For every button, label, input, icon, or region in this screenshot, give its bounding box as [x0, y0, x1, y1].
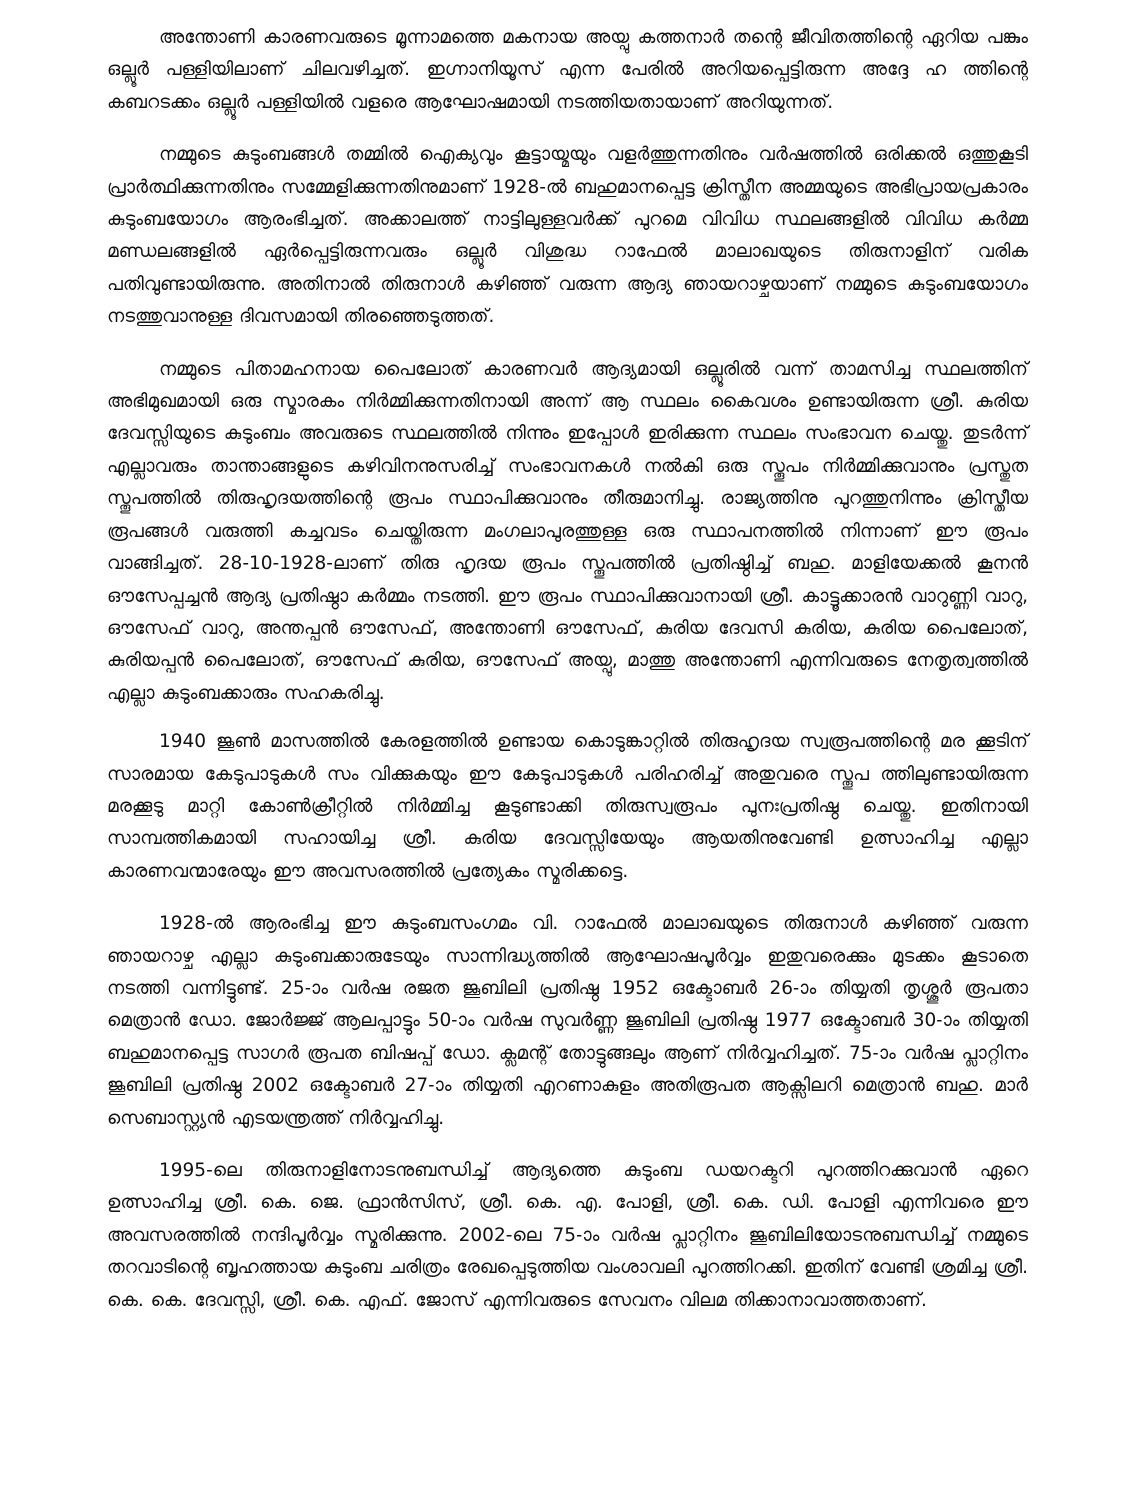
paragraph-jubilees: 1928-ൽ ആരംഭിച്ച ഈ കുടുംബസംഗമം വി. റാഫേൽ മാലാഖയുടെ തിരുനാൾ കഴിഞ്ഞ് വരുന്ന ഞായറാഴ്ച എല്ലാ കുടുംബക്കാരുടേയും സാന്നിദ്ധ്യത്തിൽ ആഘോഷപൂർവ്വം ഇതുവരെക്കും മുടക്കം കൂടാതെ നടത്തി വന്നിട്ടുണ്ട്. 25-ാം വർഷ രജത ജൂബിലി പ്രതിഷ്ഠ 1952 ഒക്ടോബർ 26-ാം തിയ്യതി തൃശ്ശൂർ രൂപതാ മെത്രാൻ ഡോ. ജോർജ്ജ് ആലപ്പാട്ടും 50-ാം വർഷ സുവർണ്ണ ജൂബിലി പ്രതിഷ്ഠ 1977 ഒക്ടോബർ 30-ാം തിയ്യതി ബഹുമാനപ്പെട്ട സാഗർ രൂപത ബിഷപ്പ് ഡോ. ക്ലമന്റ് തോട്ടുങ്ങലും ആണ് നിർവ്വഹിച്ചത്. 75-ാം വർഷ പ്ലാറ്റിനം ജൂബിലി പ്രതിഷ്ഠ 2002 ഒക്ടോബർ 27-ാം തിയ്യതി എറണാകുളം അതിരൂപത ആക്സിലറി മെത്രാൻ ബഹു. മാർ സെബാസ്റ്റ്യൻ എടയന്ത്രത്ത് നിർവ്വഹിച്ചു.: [107, 913, 1028, 1129]
paragraph-directory-genealogy: 1995-ലെ തിരുനാളിനോടനുബന്ധിച്ച് ആദ്യത്തെ കുടുംബ ഡയറക്ടറി പുറത്തിറക്കുവാൻ ഏറെ ഉത്സാഹിച്ച ശ്രീ. കെ. ജെ. ഫ്രാൻസിസ്, ശ്രീ. കെ. എ. പോളി, ശ്രീ. കെ. ഡി. പോളി എന്നിവരെ ഈ അവസരത്തിൽ നന്ദിപൂർവ്വം സ്മരിക്കുന്നു. 2002-ലെ 75-ാം വർഷ പ്ലാറ്റിനം ജൂബിലിയോടനുബന്ധിച്ച് നമ്മുടെ തറവാടിന്റെ ബൃഹത്തായ കുടുംബ ചരിത്രം രേഖപ്പെടുത്തിയ വംശാവലി പുറത്തിറക്കി. ഇതിന് വേണ്ടി ശ്രമിച്ച ശ്രീ. കെ. കെ. ദേവസ്സി, ശ്രീ. കെ. എഫ്. ജോസ് എന്നിവരുടെ സേവനം വിലമ തിക്കാനാവാത്തതാണ്.: [107, 1160, 1028, 1311]
paragraph-monument-history: നമ്മുടെ പിതാമഹനായ പൈലോത് കാരണവർ ആദ്യമായി ഒല്ലൂരിൽ വന്ന് താമസിച്ച സ്ഥലത്തിന് അഭിമുഖമായി ഒരു സ്മാരകം നിർമ്മിക്കുന്നതിനായി അന്ന് ആ സ്ഥലം കൈവശം ഉണ്ടായിരുന്ന ശ്രീ. കുരിയ ദേവസ്സിയുടെ കുടുംബം അവരുടെ സ്ഥലത്തിൽ നിന്നും ഇപ്പോൾ ഇരിക്കുന്ന സ്ഥലം സംഭാവന ചെയ്തു. തുടർന്ന് എല്ലാവരും താന്താങ്ങളുടെ കഴിവിനനുസരിച്ച് സംഭാവനകൾ നൽകി ഒരു സ്തൂപം നിർമ്മിക്കുവാനും പ്രസ്തുത സ്തൂപത്തിൽ തിരുഹൃദയത്തിന്റെ രൂപം സ്ഥാപിക്കുവാനും തീരുമാനിച്ചു. രാജ്യത്തിനു പുറത്തുനിന്നും ക്രിസ്തീയ രൂപങ്ങൾ വരുത്തി കച്ചവടം ചെയ്തിരുന്ന മംഗലാപുരത്തുള്ള ഒരു സ്ഥാപനത്തിൽ നിന്നാണ് ഈ രൂപം വാങ്ങിച്ചത്. 28-10-1928-ലാണ് തിരു ഹൃദയ രൂപം സ്തൂപത്തിൽ പ്രതിഷ്ഠിച്ച് ബഹു. മാളിയേക്കൽ കൂനൻ ഔസേപ്പച്ചൻ ആദ്യ പ്രതിഷ്ഠാ കർമ്മം നടത്തി. ഈ രൂപം സ്ഥാപിക്കുവാനായി ശ്രീ. കാട്ടൂക്കാരൻ വാറുണ്ണി വാറു, ഔസേഫ് വാറു, അന്തപ്പൻ ഔസേഫ്, അന്തോണി ഔസേഫ്, കുരിയ ദേവസി കുരിയ, കുരിയ പൈലോത്, കുരിയപ്പൻ പൈലോത്, ഔസേഫ് കുരിയ, ഔസേഫ് അയ്പു, മാത്തു അന്തോണി എന്നിവരുടെ നേതൃത്വത്തിൽ എല്ലാ കുടുംബക്കാരും സഹകരിച്ചു.: [107, 358, 1028, 704]
paragraph-gap: [107, 119, 1028, 139]
paragraph-family-meeting-origin: നമ്മുടെ കുടുംബങ്ങൾ തമ്മിൽ ഐക്യവും കൂട്ടായ്മയും വളർത്തുന്നതിനും വർഷത്തിൽ ഒരിക്കൽ ഒത്തുകൂടി പ്രാർത്ഥിക്കുന്നതിനും സമ്മേളിക്കുന്നതിനുമാണ് 1928-ൽ ബഹുമാനപ്പെട്ട ക്രിസ്തീന അമ്മയുടെ അഭിപ്രായപ്രകാരം കുടുംബയോഗം ആരംഭിച്ചത്. അക്കാലത്ത് നാട്ടിലുള്ളവർക്ക് പുറമെ വിവിധ സ്ഥലങ്ങളിൽ വിവിധ കർമ്മ മണ്ഡലങ്ങളിൽ ഏർപ്പെട്ടിരുന്നവരും ഒല്ലൂർ വിശുദ്ധ റാഫേൽ മാലാഖയുടെ തിരുനാളിന് വരിക പതിവുണ്ടായിരുന്നു. അതിനാൽ തിരുനാൾ കഴിഞ്ഞ് വരുന്ന ആദ്യ ഞായറാഴ്ചയാണ് നമ്മുടെ കുടുംബയോഗം നടത്തുവാനുള്ള ദിവസമായി തിരഞ്ഞെടുത്തത്.: [107, 144, 1028, 328]
paragraph-ayppu-kathanar: അന്തോണി കാരണവരുടെ മൂന്നാമത്തെ മകനായ അയ്പു കത്തനാർ തന്റെ ജീവിതത്തിന്റെ ഏറിയ പങ്കും ഒല്ലൂർ പള്ളിയിലാണ് ചിലവഴിച്ചത്. ഇഗ്നാനിയൂസ് എന്ന പേരിൽ അറിയപ്പെട്ടിരുന്ന അദ്ദേ ഹ ത്തിന്റെ കബറടക്കം ഒല്ലൂർ പള്ളിയിൽ വളരെ ആഘോഷമായി നടത്തിയതായാണ് അറിയുന്നത്.: [107, 27, 1028, 113]
paragraph-gap: [107, 710, 1028, 726]
paragraph-gap: [107, 888, 1028, 908]
paragraph-1940-storm: 1940 ജൂൺ മാസത്തിൽ കേരളത്തിൽ ഉണ്ടായ കൊടുങ്കാറ്റിൽ തിരുഹൃദയ സ്വരൂപത്തിന്റെ മര ക്കൂടിന് സാരമായ കേടുപാടുകൾ സം വിക്കുകയും ഈ കേടുപാടുകൾ പരിഹരിച്ച് അതുവരെ സ്തൂപ ത്തിലുണ്ടായിരുന്ന മരക്കൂടു മാറ്റി കോൺക്രീറ്റിൽ നിർമ്മിച്ച കൂടുണ്ടാക്കി തിരുസ്വരൂപം പുനഃപ്രതിഷ്ഠ ചെയ്തു. ഇതിനായി സാമ്പത്തികമായി സഹായിച്ച ശ്രീ. കുരിയ ദേവസ്സിയേയും ആയതിനുവേണ്ടി ഉത്സാഹിച്ച എല്ലാ കാരണവന്മാരേയും ഈ അവസരത്തിൽ പ്രത്യേകം സ്മരിക്കട്ടെ.: [107, 731, 1028, 882]
document-page: [107, 22, 1028, 1317]
paragraph-gap: [107, 334, 1028, 354]
paragraph-gap: [107, 1135, 1028, 1155]
